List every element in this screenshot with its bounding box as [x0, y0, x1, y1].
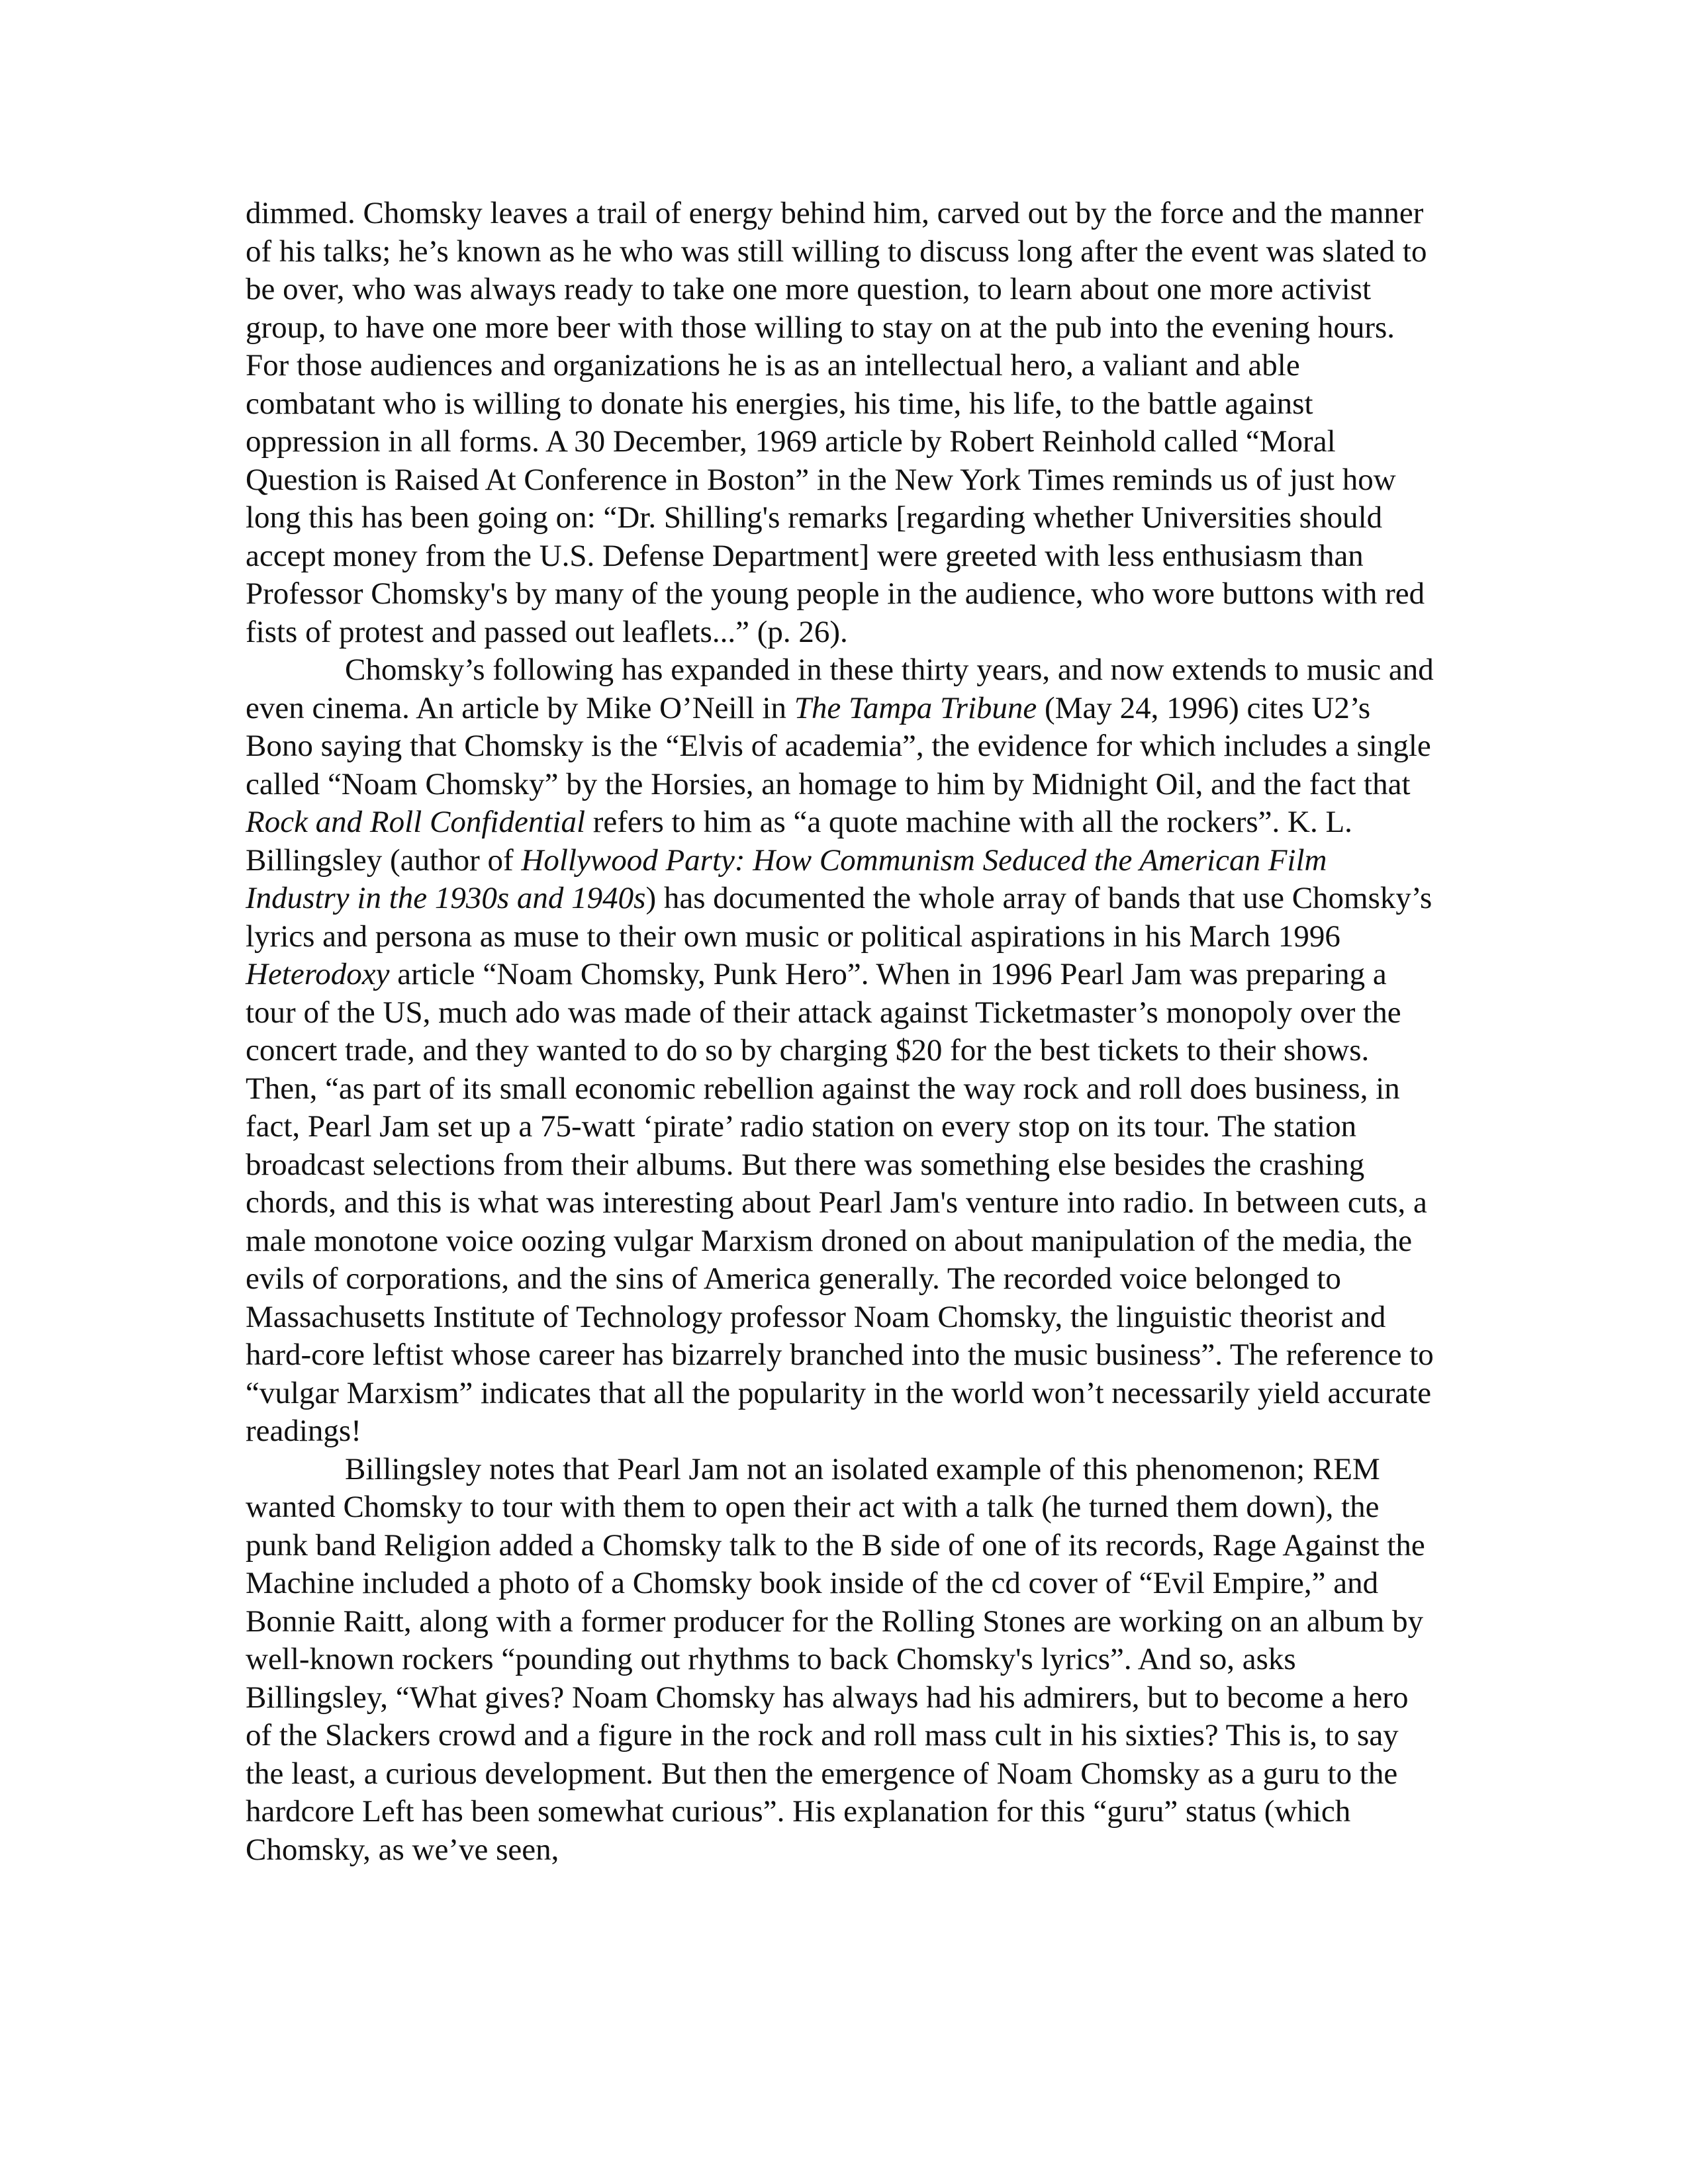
publication-title: Rock and Roll Confidential [246, 805, 586, 839]
paragraph [246, 195, 1437, 651]
text-segment: refers to him as “a quote machine with all the rockers”. K. L. Billingsley (author of [246, 805, 1352, 878]
document-body [246, 195, 1437, 1869]
paragraph [246, 1451, 1437, 1870]
paragraph [246, 651, 1437, 1451]
book-title: Hollywood Party: How Communism Seduced the American Film Industry in the 1930s and 1940s [246, 842, 1327, 915]
text-segment: ) has documented the whole array of bands that use Chomsky’s lyrics and persona as muse to their own music or political aspirations in his March 1996 [246, 881, 1432, 954]
text-segment: dimmed. Chomsky leaves a trail of energy behind him, carved out by the force and the manner of his talks; he’s known as he who was still willing to discuss long after the event was slated to be over, who was always ready to take one more question, to learn about one more activist group, to have one more beer with those willing to stay on at the pub into the evening hours. For those audiences and organizations he is as an intellectual hero, a valiant and able combatant who is willing to donate his energies, his time, his life, to the battle against oppression in all forms. A 30 December, 1969 article by Robert Reinhold called “Moral Question is Raised At Conference in Boston” in the New York Times reminds us of just how long this has been going on: “Dr. Shilling's remarks [regarding whether Universities should accept money from the U.S. Defense Department] were greeted with less enthusiasm than Professor Chomsky's by many of the young people in the audience, who wore buttons with red fists of protest and passed out leaflets...” (p. 26). [246, 196, 1427, 649]
text-segment: (May 24, 1996) cites U2’s Bono saying that Chomsky is the “Elvis of academia”, the evidence for which includes a single called “Noam Chomsky” by the Horsies, an homage to him by Midnight Oil, and the fact that [246, 690, 1431, 801]
newspaper-title: The Tampa Tribune [794, 690, 1037, 725]
text-segment: article “Noam Chomsky, Punk Hero”. When in 1996 Pearl Jam was preparing a tour of the US, much ado was made of their attack against Ticketmaster’s monopoly over the concert trade, and they wanted to do so by charging $20 for the best tickets to their shows. Then, “as part of its small economic rebellion against the way rock and roll does business, in fact, Pearl Jam set up a 75-watt ‘pirate’ radio station on every stop on its tour. The station broadcast selections from their albums. But there was something else besides the crashing chords, and this is what was interesting about Pearl Jam's venture into radio. In between cuts, a male monotone voice oozing vulgar Marxism droned on about manipulation of the media, the evils of corporations, and the sins of America generally. The recorded voice belonged to Massachusetts Institute of Technology professor Noam Chomsky, the linguistic theorist and hard-core leftist whose career has bizarrely branched into the music business”. The reference to “vulgar Marxism” indicates that all the popularity in the world won’t necessarily yield accurate readings! [246, 957, 1434, 1448]
text-segment: Billingsley notes that Pearl Jam not an isolated example of this phenomenon; REM wanted Chomsky to tour with them to open their act with a talk (he turned them down), the punk band Religion added a Chomsky talk to the B side of one of its records, Rage Against the Machine included a photo of a Chomsky book inside of the cd cover of “Evil Empire,” and Bonnie Raitt, along with a former producer for the Rolling Stones are working on an album by well-known rockers “pounding out rhythms to back Chomsky's lyrics”. And so, asks Billingsley, “What gives? Noam Chomsky has always had his admirers, but to become a hero of the Slackers crowd and a figure in the rock and roll mass cult in his sixties? This is, to say the least, a curious development. But then the emergence of Noam Chomsky as a guru to the hardcore Left has been somewhat curious”. His explanation for this “guru” status (which Chomsky, as we’ve seen, [246, 1451, 1425, 1867]
magazine-title: Heterodoxy [246, 957, 390, 991]
text-segment: Chomsky’s following has expanded in these thirty years, and now extends to music and even cinema. An article by Mike O’Neill in [246, 653, 1434, 725]
